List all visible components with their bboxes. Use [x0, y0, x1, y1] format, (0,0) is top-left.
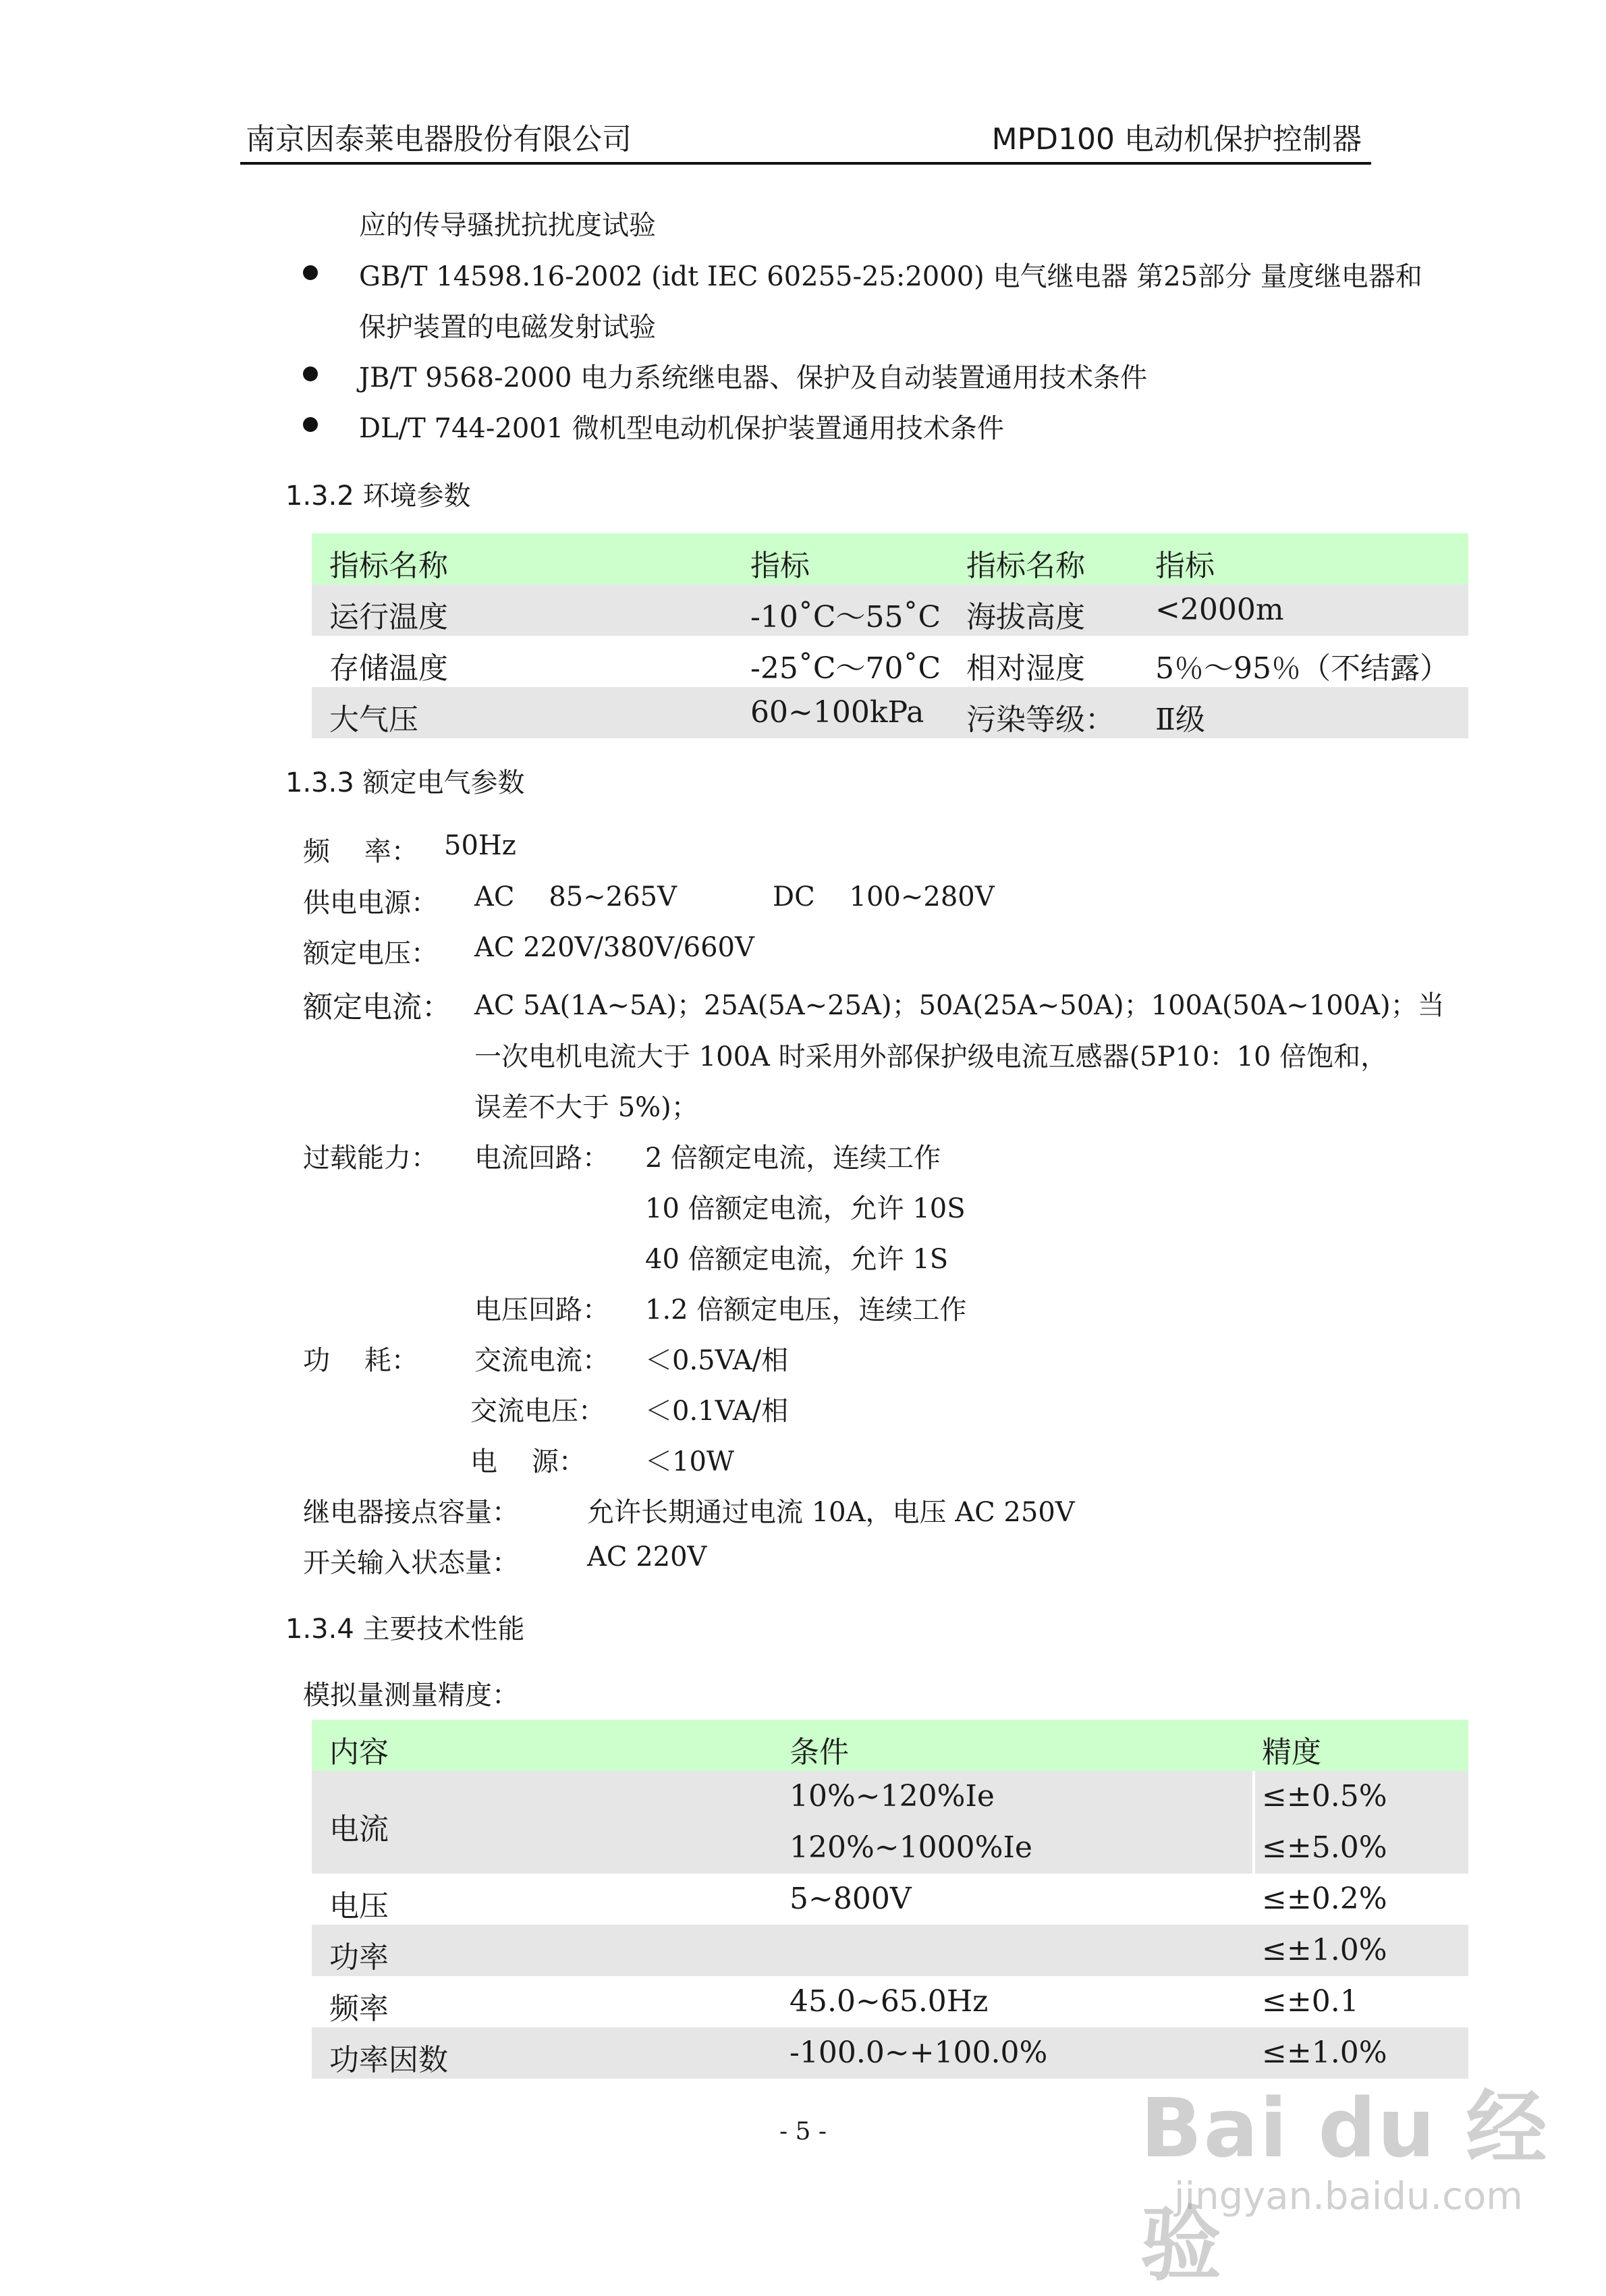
- env-cell: 运行温度: [329, 600, 448, 634]
- accuracy-cell: 120%~1000%Ie: [790, 1830, 1032, 1865]
- accuracy-cell: ≤±0.1: [1262, 1984, 1359, 2019]
- section-heading-perf: 1.3.4 主要技术性能: [285, 1614, 525, 1645]
- bullet-icon: [303, 417, 318, 432]
- overload-voltage-1: 1.2 倍额定电压，连续工作: [645, 1294, 967, 1325]
- accuracy-cell: 功率: [329, 1940, 389, 1975]
- table-row: [312, 1771, 1468, 1874]
- accuracy-cell: ≤±0.2%: [1262, 1882, 1387, 1916]
- power-ac-voltage-label: 交流电压：: [470, 1396, 605, 1427]
- overload-voltage-label: 电压回路：: [474, 1294, 609, 1325]
- standard-item-3: DL/T 744-2001 微机型电动机保护装置通用技术条件: [359, 413, 1004, 444]
- env-header-cell: 指标: [1155, 549, 1215, 583]
- accuracy-cell: 电压: [329, 1889, 389, 1923]
- standard-item-1-line1: GB/T 14598.16-2002 (idt IEC 60255-25:2000) 电气继电器 第25部分 量度继电器和: [359, 261, 1422, 292]
- env-cell: 5％～95％（不结露）: [1155, 651, 1449, 686]
- current-line2: 一次电机电流大于 100A 时采用外部保护级电流互感器(5P10：10 倍饱和，: [474, 1041, 1388, 1072]
- accuracy-cell: 频率: [329, 1992, 389, 2026]
- power-label: 功 耗：: [303, 1345, 418, 1376]
- current-line3: 误差不大于 5%)；: [474, 1092, 698, 1123]
- power-ac-voltage: ＜0.1VA/相: [645, 1396, 789, 1427]
- freq-value: 50Hz: [444, 830, 516, 861]
- accuracy-cell: ≤±1.0%: [1262, 2035, 1387, 2070]
- env-header-cell: 指标名称: [329, 549, 448, 583]
- accuracy-header-cell: 精度: [1262, 1735, 1321, 1770]
- env-cell: 污染等级：: [966, 703, 1115, 737]
- env-table-header: [312, 533, 1468, 584]
- perf-subheading: 模拟量测量精度：: [303, 1680, 519, 1711]
- bullet-icon: [303, 265, 318, 280]
- env-cell: 60~100kPa: [750, 695, 924, 730]
- power-ac-current-label: 交流电流：: [474, 1345, 609, 1376]
- page-number: - 5 -: [779, 2118, 827, 2145]
- section-heading-rated: 1.3.3 额定电气参数: [285, 767, 525, 798]
- supply-ac: AC 85~265V: [474, 881, 677, 912]
- env-cell: 大气压: [329, 703, 418, 737]
- power-ac-current: ＜0.5VA/相: [645, 1345, 789, 1376]
- section-heading-env: 1.3.2 环境参数: [285, 481, 471, 512]
- table-row: [312, 1925, 1468, 1976]
- accuracy-cell: 10%~120%Ie: [790, 1779, 995, 1813]
- accuracy-cell: 电流: [329, 1812, 389, 1847]
- overload-current-3: 40 倍额定电流，允许 1S: [645, 1244, 949, 1275]
- header-company: 南京因泰莱电器股份有限公司: [246, 122, 632, 157]
- column-divider: [1252, 1771, 1255, 1874]
- env-cell: -25˚C～70˚C: [750, 651, 941, 686]
- env-cell: 相对湿度: [966, 651, 1085, 686]
- env-table: [312, 533, 1468, 736]
- current-line1: AC 5A(1A~5A)；25A(5A~25A)；50A(25A~50A)；100A(50A~100A)；当: [474, 990, 1445, 1021]
- accuracy-cell: ≤±5.0%: [1262, 1830, 1387, 1865]
- power-supply: ＜10W: [645, 1446, 735, 1477]
- table-row: [312, 636, 1468, 687]
- accuracy-header-cell: 内容: [329, 1735, 389, 1770]
- power-supply-label: 电 源：: [470, 1446, 586, 1477]
- accuracy-cell: 5~800V: [790, 1882, 912, 1916]
- overload-current-label: 电流回路：: [474, 1143, 609, 1174]
- switch-label: 开关输入状态量：: [303, 1548, 519, 1579]
- relay-label: 继电器接点容量：: [303, 1497, 519, 1528]
- standards-continuation: 应的传导骚扰抗扰度试验: [359, 210, 656, 241]
- switch-value: AC 220V: [587, 1541, 707, 1573]
- overload-label: 过载能力：: [303, 1143, 438, 1174]
- table-row: [312, 584, 1468, 636]
- baidu-watermark-url: jingyan.baidu.com: [1174, 2175, 1523, 2218]
- accuracy-table-header: [312, 1720, 1468, 1771]
- env-cell: Ⅱ级: [1155, 703, 1205, 737]
- voltage-value: AC 220V/380V/660V: [474, 932, 754, 963]
- header-rule: [240, 162, 1371, 165]
- supply-label: 供电电源：: [303, 887, 438, 919]
- accuracy-cell: 功率因数: [329, 2043, 448, 2077]
- baidu-watermark-logo: Bai du 经验: [1140, 2082, 1549, 2292]
- bullet-icon: [303, 366, 318, 381]
- relay-value: 允许长期通过电流 10A，电压 AC 250V: [587, 1497, 1075, 1528]
- table-row: [312, 687, 1468, 738]
- env-cell: 海拔高度: [966, 600, 1085, 634]
- overload-current-1: 2 倍额定电流，连续工作: [645, 1143, 941, 1174]
- overload-current-2: 10 倍额定电流，允许 10S: [645, 1193, 966, 1224]
- standard-item-2: JB/T 9568-2000 电力系统继电器、保护及自动装置通用技术条件: [359, 362, 1148, 393]
- env-cell: 存储温度: [329, 651, 448, 686]
- header-product: MPD100 电动机保护控制器: [991, 122, 1362, 157]
- accuracy-cell: ≤±1.0%: [1262, 1933, 1387, 1967]
- table-row: [312, 1976, 1468, 2027]
- voltage-label: 额定电压：: [303, 938, 438, 969]
- accuracy-cell: 45.0~65.0Hz: [790, 1984, 989, 2019]
- env-header-cell: 指标: [750, 549, 810, 583]
- env-header-cell: 指标名称: [966, 549, 1085, 583]
- accuracy-table: [312, 1720, 1468, 2079]
- supply-dc: DC 100~280V: [773, 881, 995, 912]
- accuracy-cell: -100.0~+100.0%: [790, 2035, 1048, 2070]
- freq-label: 频 率：: [303, 836, 418, 867]
- standard-item-1-line2: 保护装置的电磁发射试验: [359, 312, 656, 343]
- table-row: [312, 1874, 1468, 1925]
- env-cell: <2000m: [1155, 593, 1284, 627]
- accuracy-header-cell: 条件: [790, 1735, 849, 1770]
- current-label: 额定电流：: [303, 990, 451, 1024]
- accuracy-cell: ≤±0.5%: [1262, 1779, 1387, 1813]
- env-cell: -10˚C～55˚C: [750, 600, 941, 634]
